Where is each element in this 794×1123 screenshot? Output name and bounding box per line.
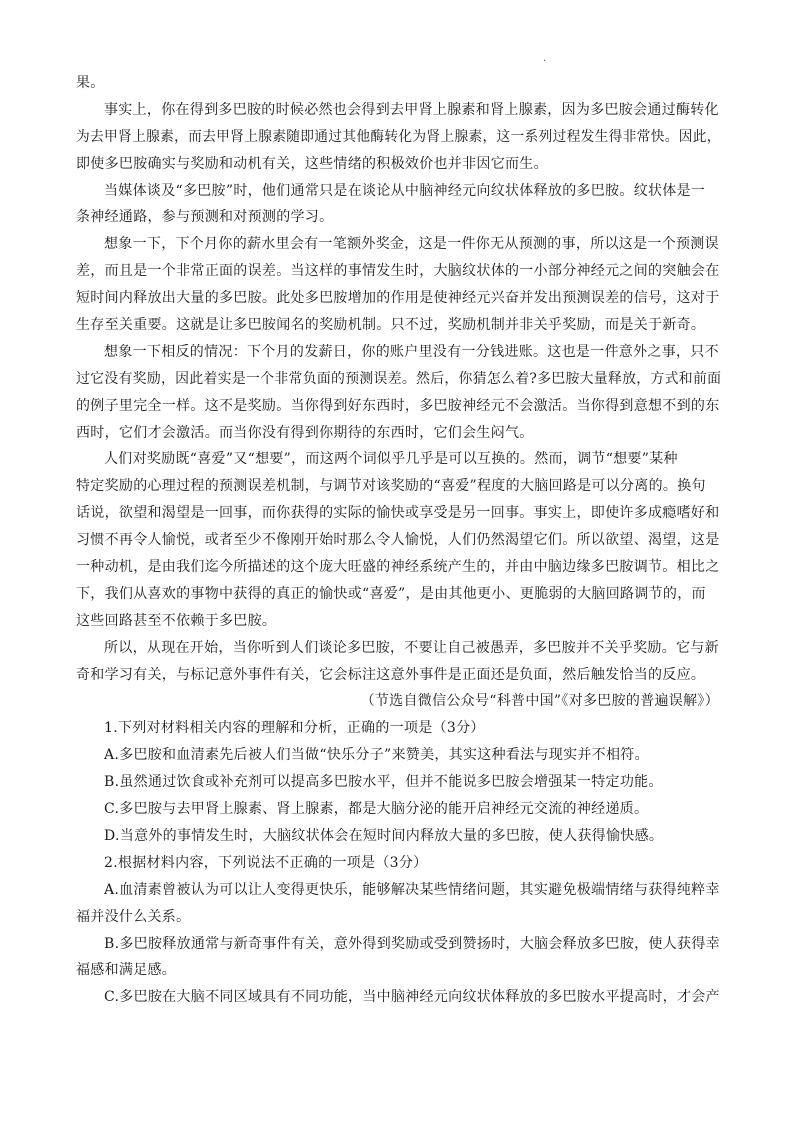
- text-line: 福感和满足感。: [76, 962, 177, 979]
- text-line: 所以，从现在开始，当你听到人们谈论多巴胺，不要让自己被愚弄，多巴胺并不关乎奖励。它与新: [104, 639, 719, 656]
- text-line: （节选自微信公众号“科普中国”《对多巴胺的普遍误解》）: [360, 693, 719, 710]
- text-line: 短时间内释放出大量的多巴胺。此处多巴胺增加的作用是使神经元兴奋并发出预测误差的信号，这对于: [76, 290, 720, 307]
- text-line: 一种动机，是由我们迄今所描述的这个庞大旺盛的神经系统产生的，并由中脑边缘多巴胺调节。相比之: [76, 559, 720, 576]
- text-line: 生存至关重要。这就是让多巴胺闻名的奖励机制。只不过，奖励机制并非关乎奖励，而是关于新奇。: [76, 317, 706, 334]
- text-line: B.多巴胺释放通常与新奇事件有关，意外得到奖励或受到赞扬时，大脑会释放多巴胺，使人获得幸: [104, 935, 720, 952]
- text-line: 话说，欲望和渴望是一回事，而你获得的实际的愉快或享受是另一回事。事实上，即使许多成瘾嗜好和: [76, 505, 720, 522]
- text-line: 为去甲肾上腺素，而去甲肾上腺素随即通过其他酶转化为肾上腺素，这一系列过程发生得非常快。因此，: [76, 128, 721, 145]
- text-line: 过它没有奖励，因此着实是一个非常负面的预测误差。然后，你猜怎么着?多巴胺大量释放，方式和前面: [76, 370, 722, 387]
- text-line: 西时，它们才会激活。而当你没有得到你期待的东西时，它们会生闷气。: [76, 424, 534, 441]
- text-line: 条神经通路，参与预测和对预测的学习。: [76, 209, 334, 226]
- text-line: 想象一下相反的情况：下个月的发薪日，你的账户里没有一分钱进账。这也是一件意外之事，只不: [104, 343, 719, 360]
- text-line: 即使多巴胺确实与奖励和动机有关，这些情绪的积极效价也并非因它而生。: [76, 155, 548, 172]
- text-line: 奇和学习有关，与标记意外事件有关，它会标注这意外事件是正面还是负面，然后触发恰当的反应。: [76, 666, 706, 683]
- page-mark: ·: [543, 56, 547, 67]
- text-line: 这些回路甚至不依赖于多巴胺。: [76, 612, 277, 629]
- text-line: B.虽然通过饮食或补充剂可以提高多巴胺水平，但并不能说多巴胺会增强某一特定功能。: [104, 774, 663, 791]
- text-line: 差，而且是一个非常正面的误差。当这样的事情发生时，大脑纹状体的一小部分神经元之间的突触会在: [76, 263, 720, 280]
- text-line: 当媒体谈及“多巴胺”时，他们通常只是在谈论从中脑神经元向纹状体释放的多巴胺。纹状体是一: [104, 182, 706, 199]
- text-line: 1.下列对材料相关内容的理解和分析，正确的一项是（3分）: [104, 720, 485, 737]
- text-line: A.血清素曾被认为可以让人变得更快乐，能够解决某些情绪问题，其实避免极端情绪与获得纯粹幸: [104, 881, 720, 898]
- text-line: D.当意外的事情发生时，大脑纹状体会在短时间内释放大量的多巴胺，使人获得愉快感。: [104, 827, 664, 844]
- text-line: C.多巴胺在大脑不同区域具有不同功能，当中脑神经元向纹状体释放的多巴胺水平提高时，才会产: [104, 989, 720, 1006]
- text-line: 特定奖励的心理过程的预测误差机制，与调节对该奖励的“喜爱”程度的大脑回路是可以分离的。换句: [76, 478, 706, 495]
- text-line: 福并没什么关系。: [76, 908, 191, 925]
- article-body: [76, 70, 721, 1011]
- text-line: 下，我们从喜欢的事物中获得的真正的愉快或“喜爱”，是由其他更小、更脆弱的大脑回路调节的，而: [76, 585, 706, 602]
- text-line: 事实上，你在得到多巴胺的时候必然也会得到去甲肾上腺素和肾上腺素，因为多巴胺会通过酶转化: [104, 101, 719, 118]
- text-line: 的例子里完全一样。这不是奖励。当你得到好东西时，多巴胺神经元不会激活。当你得到意想不到的东: [76, 397, 720, 414]
- text-line: A.多巴胺和血清素先后被人们当做“快乐分子”来赞美，其实这种看法与现实并不相符。: [104, 747, 649, 764]
- text-line: 习惯不再令人愉悦，或者至少不像刚开始时那么令人愉悦，人们仍然渴望它们。所以欲望、渴望，这是: [76, 532, 720, 549]
- text-line: 果。: [76, 75, 105, 91]
- text-line: 人们对奖励既“喜爱”又“想要”，而这两个词似乎几乎是可以互换的。然而，调节“想要”某种: [104, 451, 678, 468]
- text-line: 想象一下，下个月你的薪水里会有一笔额外奖金，这是一件你无从预测的事，所以这是一个预测误: [104, 236, 719, 253]
- text-line: 2.根据材料内容，下列说法不正确的一项是（3分）: [104, 854, 428, 871]
- text-line: C.多巴胺与去甲肾上腺素、肾上腺素，都是大脑分泌的能开启神经元交流的神经递质。: [104, 801, 649, 818]
